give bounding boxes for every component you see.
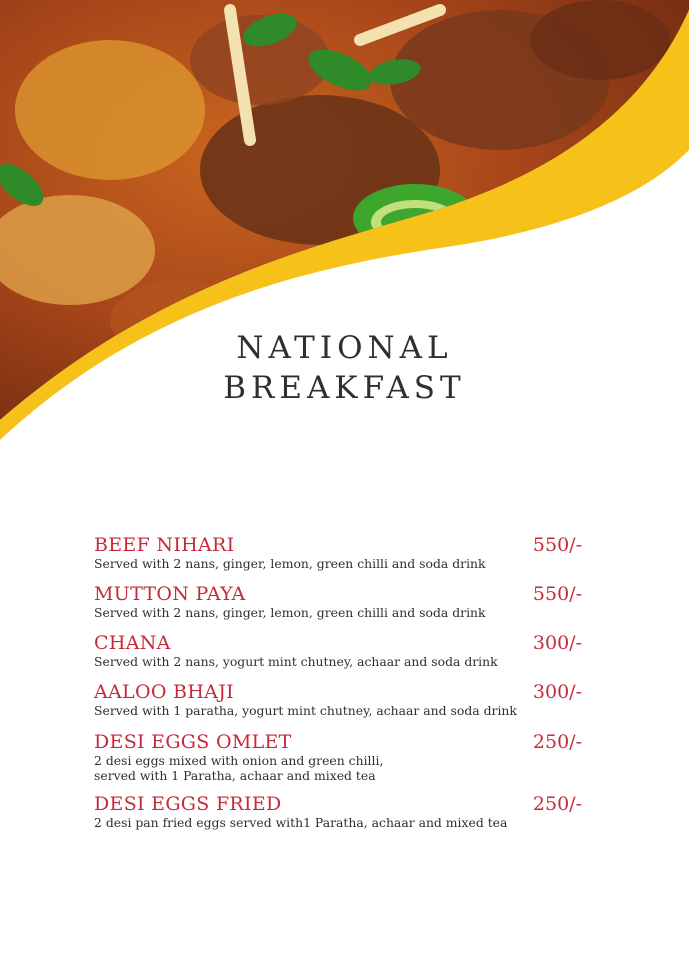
menu-item-desi-eggs-fried <box>94 793 588 830</box>
item-description: Served with 2 nans, yogurt mint chutney, achaar and soda drink <box>94 654 498 669</box>
item-name: DESI EGGS OMLET <box>94 731 292 753</box>
menu-item-beef-nihari <box>94 534 588 571</box>
item-description: Served with 1 paratha, yogurt mint chutney, achaar and soda drink <box>94 703 517 718</box>
item-price: 550/- <box>532 534 582 556</box>
item-description: Served with 2 nans, ginger, lemon, green chilli and soda drink <box>94 556 486 571</box>
menu-title <box>0 328 689 408</box>
item-description: Served with 2 nans, ginger, lemon, green chilli and soda drink <box>94 605 486 620</box>
menu-item-desi-eggs-omlet <box>94 731 588 783</box>
menu-item-mutton-paya <box>94 583 588 620</box>
item-price: 250/- <box>532 731 582 753</box>
title-line-2: BREAKFAST <box>223 370 466 406</box>
item-description: 2 desi eggs mixed with onion and green chilli, served with 1 Paratha, achaar and mixed tea <box>94 753 384 783</box>
item-name: CHANA <box>94 632 171 654</box>
menu-item-chana <box>94 632 588 669</box>
item-description: 2 desi pan fried eggs served with1 Paratha, achaar and mixed tea <box>94 815 508 830</box>
item-name: MUTTON PAYA <box>94 583 246 605</box>
item-price: 550/- <box>532 583 582 605</box>
menu-item-aaloo-bhaji <box>94 681 588 718</box>
title-line-1: NATIONAL <box>236 330 453 366</box>
item-price: 300/- <box>532 632 582 654</box>
item-name: BEEF NIHARI <box>94 534 235 556</box>
item-name: AALOO BHAJI <box>94 681 234 703</box>
item-price: 300/- <box>532 681 582 703</box>
item-name: DESI EGGS FRIED <box>94 793 282 815</box>
item-price: 250/- <box>532 793 582 815</box>
